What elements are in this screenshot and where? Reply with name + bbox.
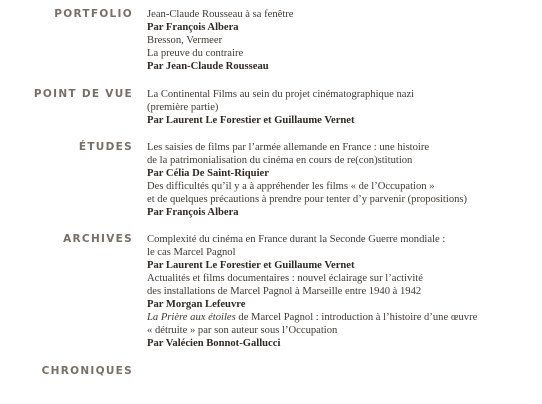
list-item: (première partie)	[147, 102, 219, 113]
author-line: Par François Albera	[147, 207, 239, 218]
list-item: Les saisies de films par l’armée allemande en France : une histoire	[147, 142, 430, 153]
author-line: Par Laurent Le Forestier et Guillaume Vernet	[147, 115, 355, 126]
list-item: La Continental Films au sein du projet cinématographique nazi	[147, 89, 415, 100]
section-label-etudes: ÉTUDES	[78, 141, 133, 153]
section-point-de-vue	[147, 88, 414, 127]
list-item: des installations de Marcel Pagnol à Marseille entre 1940 à 1942	[147, 286, 422, 297]
section-archives	[147, 233, 477, 350]
list-item-text: de Marcel Pagnol : introduction à l’histoire d’une œuvre	[235, 312, 478, 323]
author-line: Par Jean-Claude Rousseau	[147, 61, 269, 72]
section-portfolio	[147, 8, 294, 73]
italic-title: La Prière aux étoiles	[147, 312, 236, 323]
list-item: Actualités et films documentaires : nouvel éclairage sur l’activité	[147, 273, 423, 284]
section-label-portfolio: PORTFOLIO	[54, 8, 133, 20]
list-item: Complexité du cinéma en France durant la Seconde Guerre mondiale :	[147, 234, 446, 245]
list-item	[147, 311, 477, 324]
author-line: Par François Albera	[147, 22, 239, 33]
author-line: Par Valécien Bonnot-Gallucci	[147, 338, 281, 349]
list-item: La preuve du contraire	[147, 48, 244, 59]
author-line: Par Laurent Le Forestier et Guillaume Vernet	[147, 260, 355, 271]
section-etudes	[147, 141, 467, 219]
list-item: Des difficultés qu’il y a à appréhender les films « de l’Occupation »	[147, 181, 435, 192]
list-item: Jean-Claude Rousseau à sa fenêtre	[147, 9, 294, 20]
list-item: le cas Marcel Pagnol	[147, 247, 236, 258]
author-line: Par Célia De Saint-Riquier	[147, 168, 269, 179]
section-label-archives: ARCHIVES	[63, 233, 133, 245]
section-label-chroniques: CHRONIQUES	[41, 365, 133, 377]
list-item: Bresson, Vermeer	[147, 35, 223, 46]
list-item: et de quelques précautions à prendre pour tenter d’y parvenir (propositions)	[147, 194, 468, 205]
section-label-point-de-vue: POINT DE VUE	[33, 88, 133, 100]
list-item: de la patrimonialisation du cinéma en cours de re(con)stitution	[147, 155, 413, 166]
author-line: Par Morgan Lefeuvre	[147, 299, 246, 310]
list-item: « détruite » par son auteur sous l’Occupation	[147, 325, 338, 336]
